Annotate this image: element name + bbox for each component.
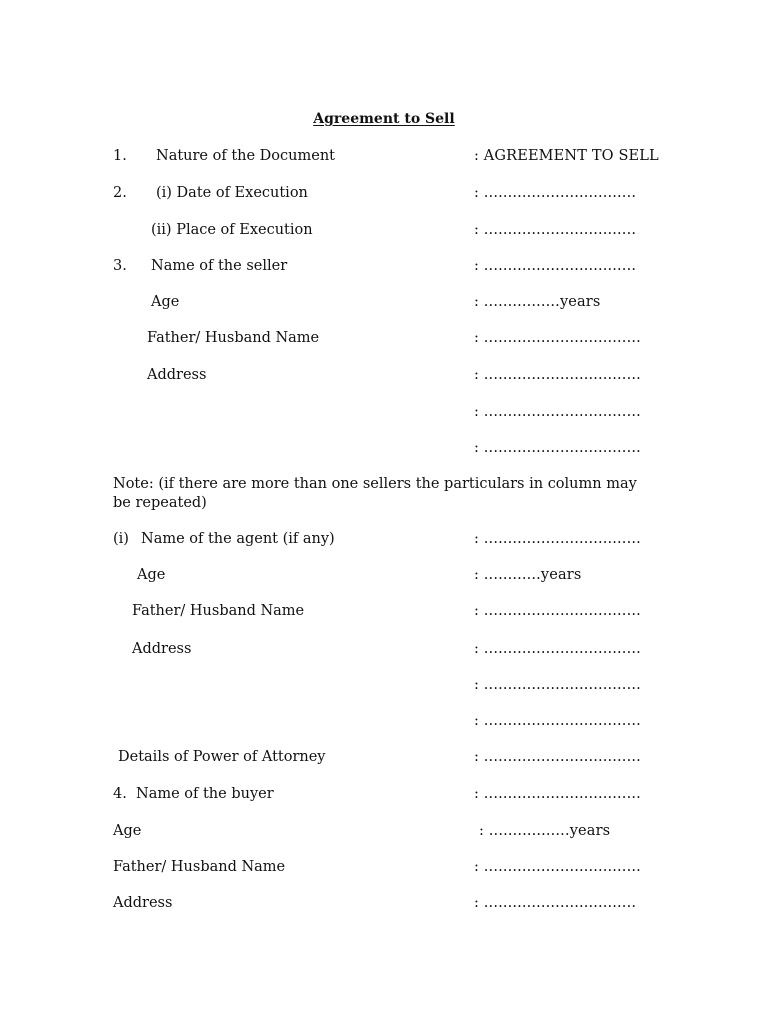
note-text: Note: (if there are more than one sellers the particulars in column may be repeated) xyxy=(113,476,637,511)
field-label: Nature of the Document xyxy=(156,148,335,164)
field-value: : ................................. xyxy=(474,367,641,383)
field-row-buyer-name xyxy=(0,784,768,804)
field-label: (i) Date of Execution xyxy=(156,185,308,201)
field-value: : ................................. xyxy=(474,859,641,875)
field-label: Age xyxy=(137,567,166,583)
field-row-agent-address-line xyxy=(0,675,768,695)
field-label: Age xyxy=(151,294,180,310)
field-row-seller-name xyxy=(0,256,768,276)
field-value: : ................................. xyxy=(474,677,641,693)
field-label: Address xyxy=(147,367,207,383)
field-row-place-of-execution xyxy=(0,220,768,240)
field-value: : ................................. xyxy=(474,641,641,657)
field-label: (ii) Place of Execution xyxy=(151,222,313,238)
item-number: (i) xyxy=(113,531,129,547)
field-value: : ................................. xyxy=(474,749,641,765)
field-value: : ................................. xyxy=(474,404,641,420)
field-row-agent-age xyxy=(0,565,768,585)
field-label: Name of the buyer xyxy=(136,786,274,802)
field-row-power-of-attorney xyxy=(0,747,768,767)
field-value: : ................................. xyxy=(474,603,641,619)
document-title: Agreement to Sell xyxy=(313,111,455,127)
field-row-nature xyxy=(0,146,768,166)
field-row-seller-address-line xyxy=(0,438,768,458)
field-row-buyer-address xyxy=(0,893,768,913)
field-label: Father/ Husband Name xyxy=(147,330,320,346)
field-row-agent-address-line xyxy=(0,711,768,731)
field-value: : AGREEMENT TO SELL xyxy=(474,148,659,164)
field-row-agent-father-husband xyxy=(0,601,768,621)
field-value: : ................................ xyxy=(474,895,637,911)
field-label: Age xyxy=(113,823,142,839)
field-label: Address xyxy=(113,895,173,911)
field-value: : ................................. xyxy=(474,713,641,729)
field-value: : ................................. xyxy=(474,330,641,346)
field-value: : .................years xyxy=(479,823,611,839)
field-label: Details of Power of Attorney xyxy=(118,749,326,765)
field-value: : ................................. xyxy=(474,786,641,802)
field-value: : ................................ xyxy=(474,258,637,274)
field-row-seller-address-line xyxy=(0,402,768,422)
field-value: : ................................. xyxy=(474,440,641,456)
field-row-agent-address xyxy=(0,639,768,659)
field-label: Name of the agent (if any) xyxy=(141,531,335,547)
item-number: 3. xyxy=(113,258,127,274)
field-row-agent-name xyxy=(0,529,768,549)
field-row-buyer-age xyxy=(0,821,768,841)
item-number: 1. xyxy=(113,148,127,164)
field-value: : ................................. xyxy=(474,531,641,547)
field-label: Address xyxy=(132,641,192,657)
field-label: Father/ Husband Name xyxy=(113,859,286,875)
field-label: Name of the seller xyxy=(151,258,288,274)
field-value: : ................years xyxy=(474,294,601,310)
field-value: : ............years xyxy=(474,567,582,583)
field-row-seller-father-husband xyxy=(0,328,768,348)
field-value: : ................................ xyxy=(474,185,637,201)
item-number: 4. xyxy=(113,786,127,802)
field-row-buyer-father-husband xyxy=(0,857,768,877)
field-row-date-of-execution xyxy=(0,183,768,203)
item-number: 2. xyxy=(113,185,127,201)
field-row-seller-age xyxy=(0,292,768,312)
field-row-seller-address xyxy=(0,365,768,385)
field-label: Father/ Husband Name xyxy=(132,603,305,619)
field-value: : ................................ xyxy=(474,222,637,238)
